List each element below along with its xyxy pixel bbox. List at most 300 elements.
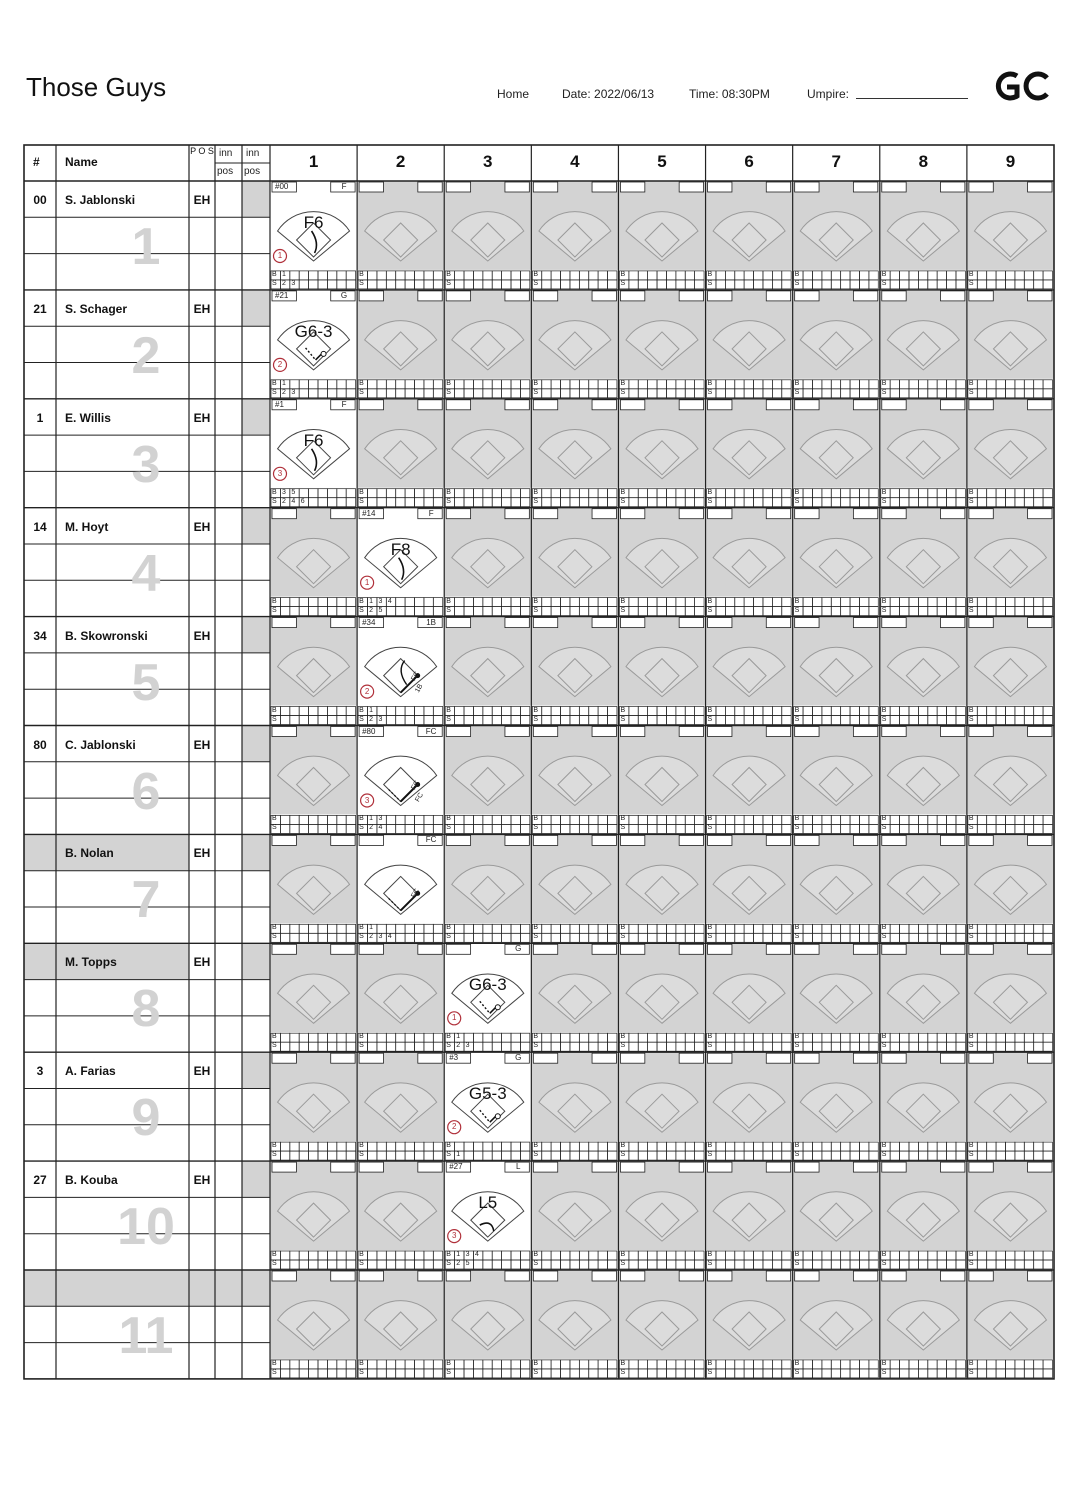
inning-cell xyxy=(706,399,793,508)
ball-label: B xyxy=(707,1251,713,1258)
pitcher-tab xyxy=(708,1271,732,1281)
inning-cell xyxy=(706,1161,793,1270)
pitcher-tab xyxy=(272,1053,296,1063)
ball-label: B xyxy=(707,488,713,496)
batting-order-watermark: 9 xyxy=(131,1089,161,1148)
inning-cell xyxy=(880,290,967,399)
pitcher-tab xyxy=(795,1271,819,1281)
pitcher-tab xyxy=(533,1053,557,1063)
player-name: S. Jablonski xyxy=(65,193,136,207)
strike-label: S xyxy=(359,933,364,941)
inning-cell xyxy=(967,1270,1054,1379)
player-position: EH xyxy=(193,846,211,861)
pitcher-tab xyxy=(708,1162,732,1172)
batting-order-watermark: 6 xyxy=(131,762,161,821)
result-tab xyxy=(766,1271,790,1281)
strike-label: S xyxy=(794,715,800,723)
strike-label: S xyxy=(620,388,626,396)
inning-cell xyxy=(618,508,705,617)
pitcher-tab xyxy=(708,291,732,301)
result-tab xyxy=(766,182,790,192)
pitcher-tab xyxy=(533,182,557,192)
player-name: M. Topps xyxy=(65,955,117,970)
player-name: B. Nolan xyxy=(65,846,114,861)
ball-label: B xyxy=(620,597,626,605)
inning-cell xyxy=(357,943,444,1052)
inning-cell xyxy=(618,181,705,290)
ball-label: B xyxy=(968,1251,974,1258)
result-tab xyxy=(1028,727,1052,737)
strike-label: S xyxy=(533,279,538,287)
inning-cell xyxy=(531,943,618,1052)
strike-count: 2 xyxy=(282,497,286,505)
result-tab xyxy=(679,400,703,410)
result-tab xyxy=(592,618,616,628)
pitcher-tab xyxy=(795,1053,819,1063)
inning-cell xyxy=(793,834,880,943)
ball-label: B xyxy=(446,1251,451,1258)
result-tab xyxy=(592,727,616,737)
strike-label: S xyxy=(620,824,626,832)
sub-pos-shade xyxy=(242,1270,270,1306)
ball-label: B xyxy=(707,706,713,714)
inning-cell xyxy=(880,1052,967,1161)
strike-label: S xyxy=(533,1368,538,1376)
ball-label: B xyxy=(881,1251,887,1258)
pitcher-tab xyxy=(359,835,383,845)
inning-cell xyxy=(531,1161,618,1270)
ball-label: B xyxy=(881,1359,887,1367)
strike-label: S xyxy=(968,388,974,396)
inning-cell xyxy=(793,290,880,399)
inning-cell xyxy=(618,943,705,1052)
inning-cell xyxy=(967,399,1054,508)
result-tab xyxy=(505,509,529,519)
pitcher-tab xyxy=(446,291,470,301)
pitcher-tab xyxy=(446,835,470,845)
pitcher-tab xyxy=(446,400,470,410)
inning-cell xyxy=(967,834,1054,943)
basepath-note: FC xyxy=(409,779,421,791)
pitcher-tab xyxy=(708,400,732,410)
pitcher-tab xyxy=(359,1162,383,1172)
umpire-label: Umpire: xyxy=(807,87,850,101)
ball-count: 3 xyxy=(282,488,286,496)
ball-label: B xyxy=(620,1359,626,1367)
result-tab xyxy=(766,291,790,301)
sub-pos-shade xyxy=(242,508,270,544)
inning-cell xyxy=(706,290,793,399)
ball-label: B xyxy=(533,924,538,932)
result-tab xyxy=(592,1271,616,1281)
ball-label: B xyxy=(446,597,451,605)
pitcher-tab xyxy=(620,182,644,192)
pitcher-tab xyxy=(620,1162,644,1172)
result-tab xyxy=(853,1053,877,1063)
strike-label: S xyxy=(707,1042,713,1050)
ball-label: B xyxy=(620,1251,626,1258)
strike-count: 1 xyxy=(456,1151,461,1159)
strike-label: S xyxy=(446,824,451,832)
inning-cell xyxy=(444,1270,531,1379)
pitcher-tab xyxy=(533,618,557,628)
ball-label: B xyxy=(968,815,974,823)
pitcher-tab xyxy=(969,509,993,519)
result-tab xyxy=(505,727,529,737)
inning-cell xyxy=(793,508,880,617)
strike-label: S xyxy=(446,279,451,287)
result-tab xyxy=(940,727,964,737)
ball-label: B xyxy=(533,1033,538,1041)
pitcher-tab xyxy=(446,1271,470,1281)
inning-cell xyxy=(618,399,705,508)
basepath-note: FC xyxy=(409,888,421,900)
out-number: 1 xyxy=(277,251,283,260)
player-name: M. Hoyt xyxy=(65,519,109,534)
strike-label: S xyxy=(446,497,451,505)
strike-label: S xyxy=(620,933,626,941)
pitcher-tab xyxy=(969,727,993,737)
ball-label: B xyxy=(272,924,277,932)
result-tab xyxy=(1028,400,1052,410)
strike-label: S xyxy=(968,1151,974,1159)
result-tab xyxy=(505,182,529,192)
strike-label: S xyxy=(620,1260,626,1267)
ball-label: B xyxy=(359,924,364,932)
pitcher-tab xyxy=(795,400,819,410)
ball-label: B xyxy=(533,1251,538,1258)
play-notation: G6-3 xyxy=(468,975,507,995)
ball-label: B xyxy=(533,488,538,496)
ball-count: 1 xyxy=(369,924,374,932)
pitcher-tab xyxy=(795,618,819,628)
ball-label: B xyxy=(707,1033,713,1041)
ball-label: B xyxy=(533,379,538,387)
result-tab xyxy=(940,618,964,628)
strike-label: S xyxy=(533,497,538,505)
result-tab xyxy=(679,1271,703,1281)
result-tab xyxy=(505,835,529,845)
ball-label: B xyxy=(359,1359,364,1367)
pitcher-tab xyxy=(795,944,819,954)
batting-order-watermark: 1 xyxy=(131,218,161,276)
batting-order-watermark: 5 xyxy=(131,653,161,712)
strike-label: S xyxy=(794,824,800,832)
result-tab xyxy=(1028,1271,1052,1281)
result-tab xyxy=(940,1053,964,1063)
strike-label: S xyxy=(620,497,626,505)
batting-order-watermark: 8 xyxy=(131,980,161,1039)
strike-label: S xyxy=(707,1260,713,1267)
result-tab xyxy=(853,182,877,192)
strike-label: S xyxy=(707,1151,713,1159)
strike-label: S xyxy=(359,1151,364,1159)
result-type: F xyxy=(341,399,347,409)
ball-label: B xyxy=(968,1359,974,1367)
strike-count: 2 xyxy=(369,606,374,614)
result-tab xyxy=(505,618,529,628)
strike-label: S xyxy=(881,1042,887,1050)
inning-cell xyxy=(618,617,705,726)
ball-label: B xyxy=(359,1033,364,1041)
strike-label: S xyxy=(272,1042,277,1050)
ball-label: B xyxy=(446,1142,451,1150)
inning-cell xyxy=(706,181,793,290)
result-tab xyxy=(331,509,355,519)
result-tab xyxy=(1028,835,1052,845)
ball-label: B xyxy=(446,1033,451,1041)
sub-pos-shade xyxy=(242,290,270,326)
pitcher-tab xyxy=(272,1271,296,1281)
result-tab xyxy=(853,291,877,301)
result-tab xyxy=(1028,618,1052,628)
pitcher-tab xyxy=(795,1162,819,1172)
out-number: 1 xyxy=(451,1013,457,1023)
result-tab xyxy=(766,400,790,410)
ball-label: B xyxy=(359,815,364,823)
inning-cell xyxy=(357,1270,444,1379)
pitcher-tab xyxy=(533,400,557,410)
ball-label: B xyxy=(707,379,713,387)
pitcher-tab xyxy=(533,509,557,519)
ball-label: B xyxy=(533,706,538,714)
inning-cell xyxy=(444,1052,531,1161)
ball-label: B xyxy=(446,924,451,932)
ball-count: 1 xyxy=(456,1251,461,1258)
ball-label: B xyxy=(620,1033,626,1041)
ball-label: B xyxy=(881,815,887,823)
pitcher-tab xyxy=(969,400,993,410)
result-tab xyxy=(1028,182,1052,192)
pitcher-tab xyxy=(969,182,993,192)
strike-label: S xyxy=(881,1260,887,1267)
ball-count: 4 xyxy=(387,597,392,605)
header-inn-2: inn xyxy=(246,148,260,159)
pitcher-tab xyxy=(620,618,644,628)
strike-label: S xyxy=(707,824,713,832)
ball-label: B xyxy=(359,488,364,496)
player-number: 21 xyxy=(33,301,47,316)
ball-label: B xyxy=(794,1251,800,1258)
ball-label: B xyxy=(881,379,887,387)
pitcher-tab xyxy=(272,618,296,628)
strike-label: S xyxy=(707,388,713,396)
pitcher-tab xyxy=(882,1271,906,1281)
player-number: 34 xyxy=(33,628,47,643)
strike-label: S xyxy=(272,715,277,723)
strike-label: S xyxy=(794,497,800,505)
result-tab xyxy=(853,509,877,519)
strike-label: S xyxy=(272,824,277,832)
result-tab xyxy=(853,618,877,628)
strike-label: S xyxy=(794,1260,800,1267)
result-tab xyxy=(418,1162,442,1172)
strike-count: 5 xyxy=(465,1260,470,1267)
ball-label: B xyxy=(446,270,451,278)
ball-count: 1 xyxy=(282,270,286,278)
result-tab xyxy=(331,1162,355,1172)
strike-label: S xyxy=(533,1260,538,1267)
result-type: 1B xyxy=(426,617,437,627)
inning-cell xyxy=(270,1270,357,1379)
header-pos: P O S xyxy=(190,146,214,156)
ball-label: B xyxy=(620,815,626,823)
result-tab xyxy=(505,400,529,410)
strike-label: S xyxy=(446,1151,451,1159)
ball-label: B xyxy=(968,597,974,605)
strike-count: 3 xyxy=(378,933,383,941)
ball-label: B xyxy=(707,1359,713,1367)
strike-label: S xyxy=(359,715,364,723)
inning-cell xyxy=(444,181,531,290)
strike-count: 4 xyxy=(387,933,392,941)
inning-cell xyxy=(531,1052,618,1161)
inning-cell xyxy=(793,399,880,508)
pitcher-tab xyxy=(533,727,557,737)
strike-label: S xyxy=(359,1368,364,1376)
play-notation: F6 xyxy=(303,430,324,450)
result-tab xyxy=(679,727,703,737)
pitcher-tab xyxy=(969,291,993,301)
basepath-note: FC xyxy=(409,670,421,682)
result-tab xyxy=(331,727,355,737)
inning-cell xyxy=(880,726,967,835)
ball-label: B xyxy=(794,1033,800,1041)
inning-cell xyxy=(793,1161,880,1270)
player-number: 00 xyxy=(33,193,47,207)
strike-count: 2 xyxy=(282,388,286,396)
pitcher-tab xyxy=(969,835,993,845)
pitcher-tab xyxy=(882,1162,906,1172)
ball-count: 1 xyxy=(369,706,374,714)
strike-label: S xyxy=(881,824,887,832)
inning-cell xyxy=(270,726,357,835)
pitcher-tab xyxy=(969,618,993,628)
strike-count: 2 xyxy=(282,279,286,287)
strike-label: S xyxy=(533,933,538,941)
result-tab xyxy=(331,1271,355,1281)
ball-label: B xyxy=(707,270,713,278)
result-tab xyxy=(331,835,355,845)
strike-label: S xyxy=(968,497,974,505)
pitcher-tab xyxy=(620,1053,644,1063)
strike-label: S xyxy=(707,1368,713,1376)
pitcher-tab xyxy=(620,727,644,737)
ball-label: B xyxy=(881,924,887,932)
inning-cell xyxy=(967,181,1054,290)
pitcher-tab xyxy=(272,1162,296,1172)
pitcher-tab xyxy=(882,727,906,737)
pitcher-tab xyxy=(882,944,906,954)
sub-pos-shade xyxy=(242,1161,270,1197)
result-tab xyxy=(766,509,790,519)
strike-label: S xyxy=(881,279,887,287)
result-tab xyxy=(331,1053,355,1063)
inning-cell xyxy=(793,1270,880,1379)
result-tab xyxy=(418,291,442,301)
lineup-shade xyxy=(24,1270,189,1306)
strike-label: S xyxy=(881,933,887,941)
strike-count: 2 xyxy=(369,824,374,832)
strike-count: 2 xyxy=(456,1042,461,1050)
result-tab xyxy=(940,400,964,410)
play-notation: G6-3 xyxy=(294,321,333,341)
pitcher-tab xyxy=(882,291,906,301)
strike-label: S xyxy=(968,1368,974,1376)
player-name: B. Kouba xyxy=(65,1173,118,1188)
player-number: 3 xyxy=(36,1064,44,1079)
ball-label: B xyxy=(968,706,974,714)
strike-count: 3 xyxy=(291,279,296,287)
inning-cell xyxy=(967,726,1054,835)
pitcher-tab xyxy=(359,944,383,954)
result-tab xyxy=(418,182,442,192)
inning-cell xyxy=(967,1052,1054,1161)
strike-label: S xyxy=(968,933,974,941)
strike-label: S xyxy=(881,606,887,614)
inning-cell xyxy=(618,1052,705,1161)
inning-cell xyxy=(531,181,618,290)
inning-cell xyxy=(706,726,793,835)
result-tab xyxy=(679,291,703,301)
strike-label: S xyxy=(446,1042,451,1050)
inning-header-1: 1 xyxy=(308,152,319,171)
result-tab xyxy=(679,944,703,954)
inning-cell xyxy=(706,617,793,726)
ball-label: B xyxy=(881,706,887,714)
ball-label: B xyxy=(620,270,626,278)
player-position: EH xyxy=(193,519,211,534)
basepath-note: FC xyxy=(413,791,425,803)
strike-label: S xyxy=(707,279,713,287)
strike-label: S xyxy=(446,1368,451,1376)
inning-cell xyxy=(618,1270,705,1379)
result-tab xyxy=(592,291,616,301)
result-tab xyxy=(853,944,877,954)
play-notation: L5 xyxy=(478,1193,498,1213)
result-tab xyxy=(679,1053,703,1063)
strike-label: S xyxy=(446,933,451,941)
pitcher-tab xyxy=(533,944,557,954)
player-number: 80 xyxy=(33,737,47,752)
out-number: 3 xyxy=(451,1231,457,1241)
pitcher-tab xyxy=(446,727,470,737)
ball-label: B xyxy=(794,706,800,714)
ball-label: B xyxy=(272,1359,277,1367)
play-notation: F8 xyxy=(390,539,411,559)
ball-label: B xyxy=(794,1359,800,1367)
result-tab xyxy=(940,509,964,519)
ball-label: B xyxy=(272,488,277,496)
player-name: E. Willis xyxy=(65,410,111,425)
ball-label: B xyxy=(881,597,887,605)
strike-label: S xyxy=(272,1151,277,1159)
player-number: 27 xyxy=(33,1173,47,1188)
strike-label: S xyxy=(620,1368,626,1376)
result-tab xyxy=(853,1162,877,1172)
ball-count: 1 xyxy=(282,379,286,387)
ball-count: 1 xyxy=(369,597,374,605)
strike-label: S xyxy=(359,606,364,614)
inning-cell xyxy=(706,508,793,617)
ball-label: B xyxy=(881,270,887,278)
pitcher-tab xyxy=(446,509,470,519)
pitcher-tab xyxy=(882,400,906,410)
inning-cell xyxy=(270,508,357,617)
strike-label: S xyxy=(533,1042,538,1050)
sub-pos-shade xyxy=(242,1052,270,1088)
inning-cell xyxy=(531,1270,618,1379)
